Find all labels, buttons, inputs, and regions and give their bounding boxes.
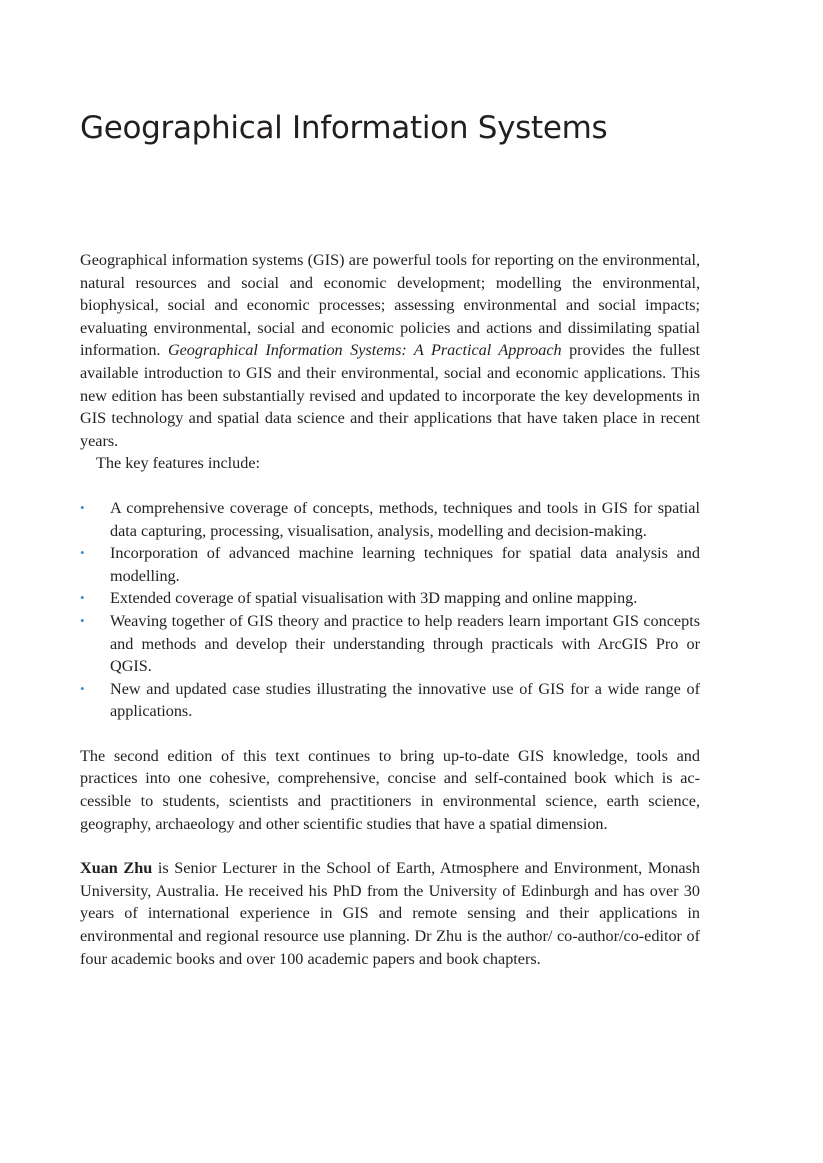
- intro-text: Geographical information systems (GIS) are powerful tools for reporting on the environmental, natural resources and social and economic development; modelling the environmental, biophysical, social and economic processes; assessing environmental and social impacts; evaluating environmental, social and economic policies and actions and dissimilating spatial information.: [80, 251, 700, 360]
- author-bio: is Senior Lecturer in the School of Earth, Atmosphere and Environment, Monash University, Australia. He received his PhD from the University of Edinburgh and has over 30 years of international experience in GIS and remote sensing and their applications in environmental and regional resource use planning. Dr Zhu is the author/ co-author/co-editor of four academic books and over 100 academic papers and book chapters.: [80, 859, 700, 968]
- list-item: [80, 587, 700, 610]
- feature-text: New and updated case studies illustrating the innovative use of GIS for a wide range of applications.: [110, 679, 700, 721]
- bullet-icon: •: [80, 590, 85, 606]
- feature-text: Incorporation of advanced machine learning techniques for spatial data analysis and modelling.: [110, 544, 700, 585]
- list-item: [80, 610, 700, 678]
- list-item: [80, 542, 700, 587]
- bullet-icon: •: [80, 545, 85, 561]
- feature-text: A comprehensive coverage of concepts, methods, techniques and tools in GIS for spatial data capturing, processing, visualisation, analysis, modelling and decision-making.: [110, 498, 700, 540]
- bullet-icon: •: [80, 499, 85, 515]
- summary-paragraph: The second edition of this text continues to bring up-to-date GIS knowledge, tools and practices into one cohesive, comprehensive, concise and self-contained book which is accessible to students, scientists and practitioners in environmental science, earth science, geography, archaeology and other scientific studies that have a spatial dimension.: [80, 746, 700, 833]
- description-block: [80, 249, 700, 970]
- features-list: [80, 497, 700, 723]
- bullet-icon: •: [80, 680, 85, 696]
- bullet-icon: •: [80, 612, 85, 628]
- list-item: [80, 497, 700, 542]
- features-lead: The key features include:: [96, 454, 261, 473]
- feature-text: Weaving together of GIS theory and practice to help readers learn important GIS concepts and methods and develop their understanding through practicals with ArcGIS Pro or QGIS.: [110, 611, 700, 676]
- page-title: Geographical Information Systems: [80, 110, 608, 146]
- author-name: Xuan Zhu: [80, 859, 153, 878]
- book-title: Geographical Information Systems: A Practical Approach: [167, 341, 562, 360]
- intro-paragraph: [80, 249, 700, 452]
- intro-text-continued: provides the fullest available introduction to GIS and their environmental, social and economic applications. This new edition has been substantially revised and updated to incorporate the key developments in GIS technology and spatial data science and their applications that have taken place in recent years.: [80, 341, 700, 450]
- feature-text: Extended coverage of spatial visualisation with 3D mapping and online mapping.: [110, 589, 638, 608]
- author-paragraph: [80, 857, 700, 970]
- list-item: [80, 678, 700, 723]
